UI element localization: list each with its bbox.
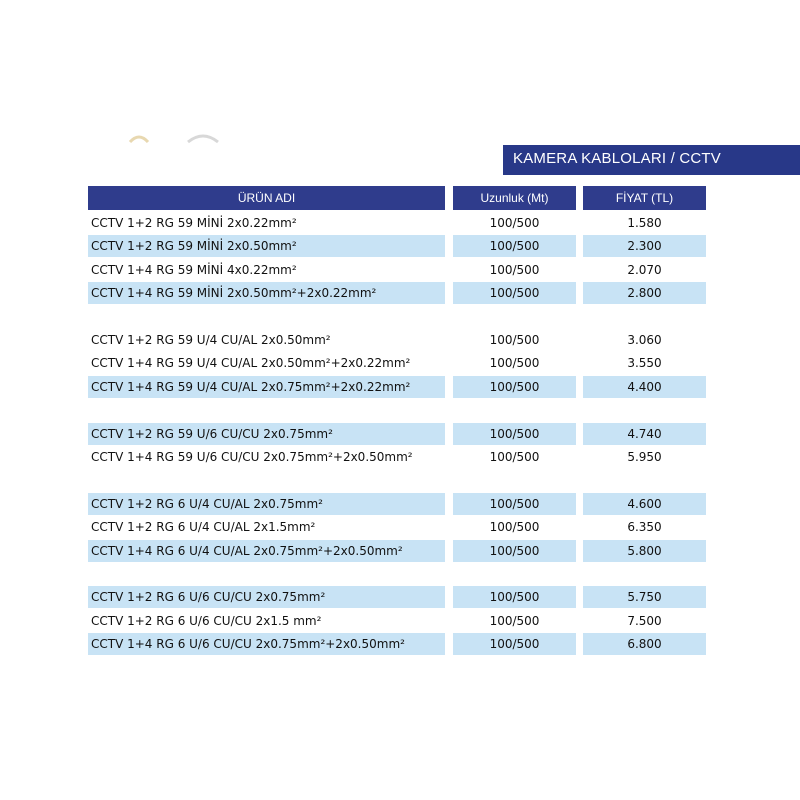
cell-length: 100/500	[453, 540, 576, 562]
section-title-band	[503, 145, 800, 175]
cell-name: CCTV 1+4 RG 59 U/6 CU/CU 2x0.75mm²+2x0.50mm²	[91, 450, 413, 464]
cell-name: CCTV 1+4 RG 6 U/6 CU/CU 2x0.75mm²+2x0.50mm²	[88, 633, 445, 655]
cell-name: CCTV 1+2 RG 59 U/4 CU/AL 2x0.50mm²	[91, 333, 331, 347]
section-title: KAMERA KABLOLARI / CCTV	[513, 150, 721, 167]
cell-length: 100/500	[453, 282, 576, 304]
cell-name: CCTV 1+4 RG 59 MİNİ 4x0.22mm²	[91, 263, 297, 277]
cell-price: 4.600	[583, 493, 706, 515]
cell-price: 2.800	[583, 282, 706, 304]
cell-length: 100/500	[453, 376, 576, 398]
cell-name: CCTV 1+2 RG 6 U/6 CU/CU 2x1.5 mm²	[91, 614, 322, 628]
cell-name: CCTV 1+2 RG 6 U/4 CU/AL 2x1.5mm²	[91, 520, 316, 534]
cell-name: CCTV 1+4 RG 6 U/4 CU/AL 2x0.75mm²+2x0.50mm²	[88, 540, 445, 562]
cell-price: 6.800	[583, 633, 706, 655]
cell-length: 100/500	[489, 216, 540, 230]
cell-price: 2.070	[627, 263, 662, 277]
cell-price: 1.580	[627, 216, 662, 230]
cell-name: CCTV 1+2 RG 59 U/6 CU/CU 2x0.75mm²	[88, 423, 445, 445]
cell-price: 3.550	[627, 356, 662, 370]
column-header-name: ÜRÜN ADI	[88, 186, 445, 210]
cell-price: 2.300	[583, 235, 706, 257]
cell-price: 5.950	[627, 450, 662, 464]
decorative-shape	[186, 128, 220, 146]
column-header-price: FİYAT (TL)	[583, 186, 706, 210]
cell-length: 100/500	[453, 235, 576, 257]
cell-name: CCTV 1+2 RG 6 U/4 CU/AL 2x0.75mm²	[88, 493, 445, 515]
cell-length: 100/500	[489, 356, 540, 370]
cell-length: 100/500	[489, 614, 540, 628]
cell-length: 100/500	[489, 520, 540, 534]
cell-name: CCTV 1+2 RG 6 U/6 CU/CU 2x0.75mm²	[88, 586, 445, 608]
cell-length: 100/500	[453, 586, 576, 608]
column-header-length: Uzunluk (Mt)	[453, 186, 576, 210]
cell-length: 100/500	[453, 423, 576, 445]
cell-price: 5.750	[583, 586, 706, 608]
cell-price: 7.500	[627, 614, 662, 628]
cell-price: 4.740	[583, 423, 706, 445]
cell-length: 100/500	[453, 493, 576, 515]
cell-length: 100/500	[489, 450, 540, 464]
cell-price: 5.800	[583, 540, 706, 562]
cell-price: 4.400	[583, 376, 706, 398]
cell-name: CCTV 1+4 RG 59 U/4 CU/AL 2x0.75mm²+2x0.22mm²	[88, 376, 445, 398]
cell-name: CCTV 1+2 RG 59 MİNİ 2x0.22mm²	[91, 216, 297, 230]
cell-name: CCTV 1+2 RG 59 MİNİ 2x0.50mm²	[88, 235, 445, 257]
cell-price: 3.060	[627, 333, 662, 347]
cell-length: 100/500	[453, 633, 576, 655]
cell-name: CCTV 1+4 RG 59 MİNİ 2x0.50mm²+2x0.22mm²	[88, 282, 445, 304]
cell-length: 100/500	[489, 333, 540, 347]
cell-name: CCTV 1+4 RG 59 U/4 CU/AL 2x0.50mm²+2x0.22mm²	[91, 356, 411, 370]
decorative-shape	[128, 128, 150, 146]
cell-price: 6.350	[627, 520, 662, 534]
cell-length: 100/500	[489, 263, 540, 277]
